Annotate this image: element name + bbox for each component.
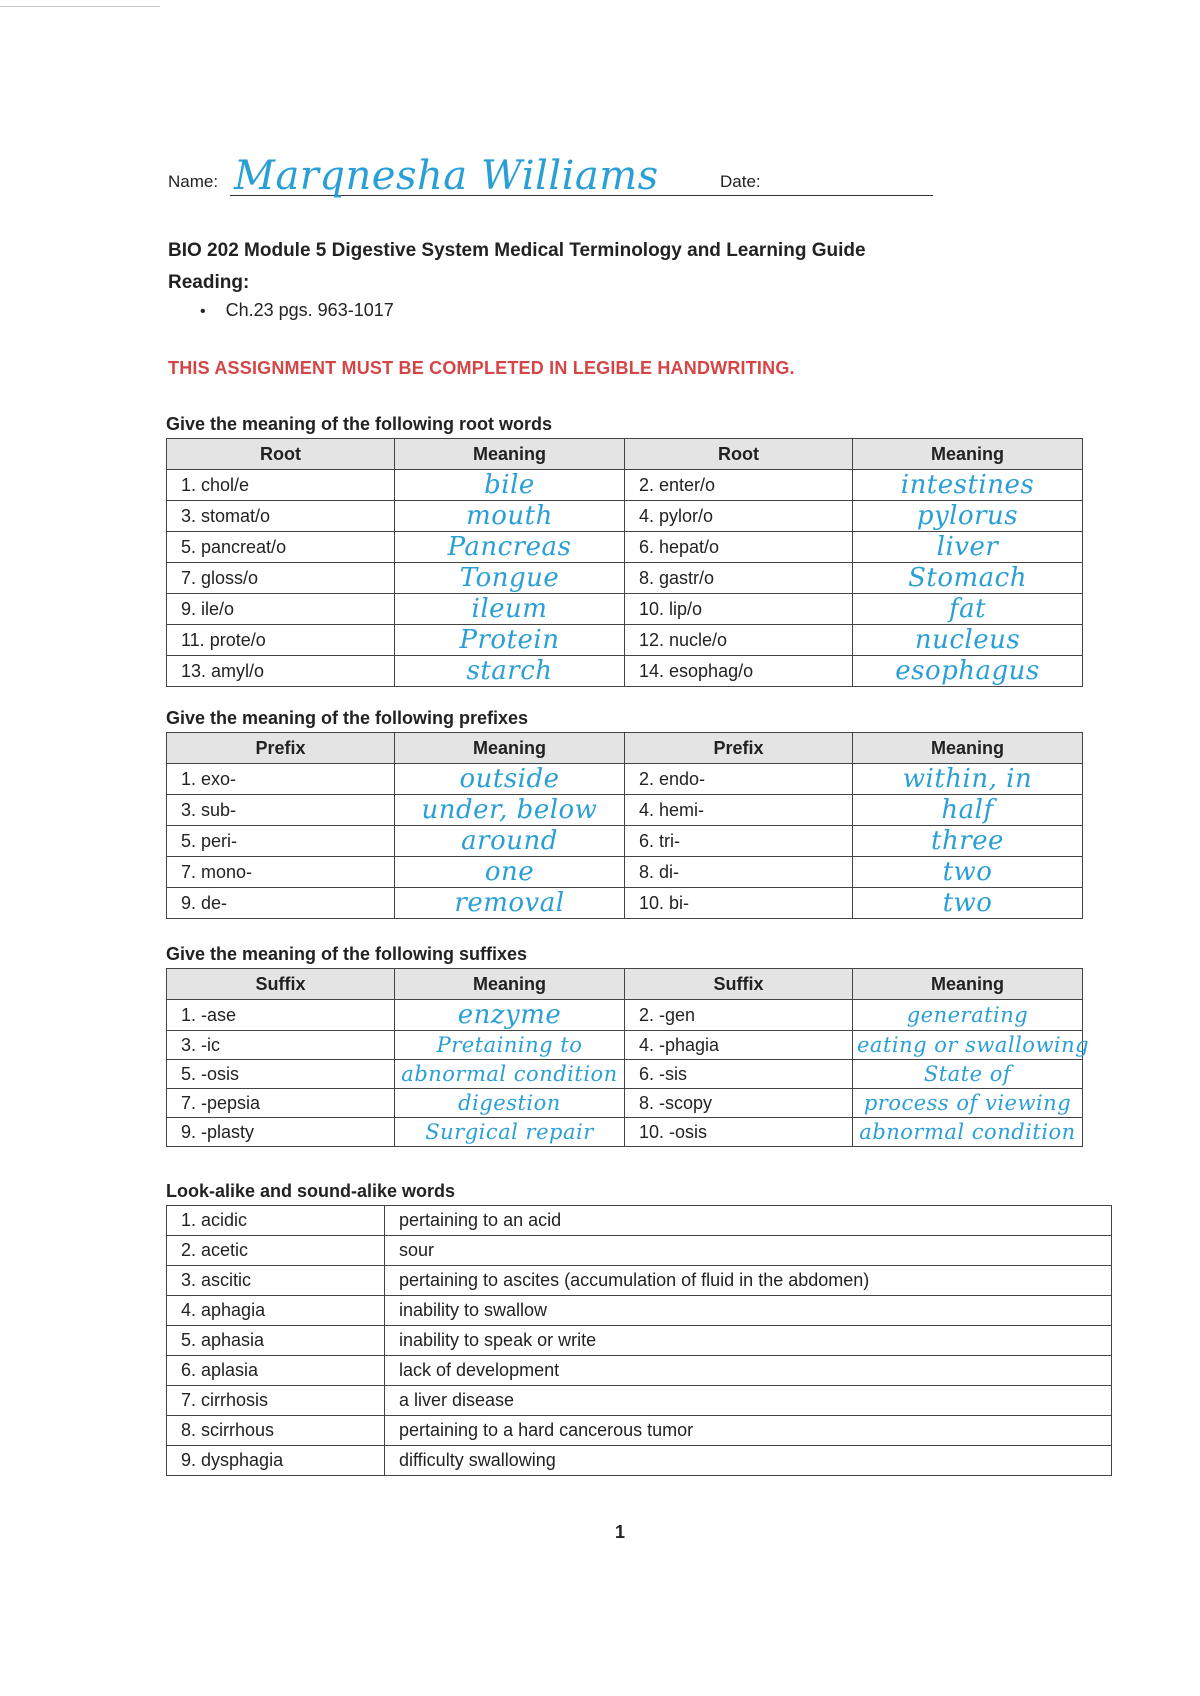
column-header: Meaning xyxy=(395,733,625,764)
term-cell: 9. -plasty xyxy=(167,1118,395,1147)
definition-cell: pertaining to a hard cancerous tumor xyxy=(385,1416,1112,1446)
answer-cell[interactable]: around xyxy=(395,826,625,857)
lookalike-table xyxy=(166,1205,1112,1476)
answer-cell[interactable]: eating or swallowing xyxy=(853,1031,1083,1060)
term-cell: 14. esophag/o xyxy=(625,656,853,687)
answer-cell[interactable]: pylorus xyxy=(853,501,1083,532)
table-row xyxy=(167,1386,1112,1416)
prefixes-heading: Give the meaning of the following prefixes xyxy=(166,708,529,728)
table-row xyxy=(167,1296,1112,1326)
answer-cell[interactable]: three xyxy=(853,826,1083,857)
definition-cell: inability to speak or write xyxy=(385,1326,1112,1356)
reading-label: Reading: xyxy=(168,272,250,293)
table-row xyxy=(167,470,1083,501)
term-cell: 1. -ase xyxy=(167,1000,395,1031)
date-field[interactable] xyxy=(773,195,933,196)
term-cell: 3. stomat/o xyxy=(167,501,395,532)
definition-cell: pertaining to ascites (accumulation of fluid in the abdomen) xyxy=(385,1266,1112,1296)
column-header: Suffix xyxy=(167,969,395,1000)
word-cell: 7. cirrhosis xyxy=(167,1386,385,1416)
name-label: Name: xyxy=(168,172,219,191)
column-header: Root xyxy=(625,439,853,470)
term-cell: 1. exo- xyxy=(167,764,395,795)
word-cell: 2. acetic xyxy=(167,1236,385,1266)
answer-cell[interactable]: Protein xyxy=(395,625,625,656)
table-row xyxy=(167,795,1083,826)
answer-cell[interactable]: esophagus xyxy=(853,656,1083,687)
answer-cell[interactable]: nucleus xyxy=(853,625,1083,656)
answer-cell[interactable]: bile xyxy=(395,470,625,501)
term-cell: 9. ile/o xyxy=(167,594,395,625)
definition-cell: lack of development xyxy=(385,1356,1112,1386)
answer-cell[interactable]: half xyxy=(853,795,1083,826)
column-header: Root xyxy=(167,439,395,470)
answer-cell[interactable]: starch xyxy=(395,656,625,687)
table-header-row xyxy=(167,733,1083,764)
reading-item: • Ch.23 pgs. 963-1017 xyxy=(200,300,394,321)
prefixes-table xyxy=(166,732,1083,919)
answer-cell[interactable]: mouth xyxy=(395,501,625,532)
term-cell: 6. hepat/o xyxy=(625,532,853,563)
column-header: Prefix xyxy=(625,733,853,764)
table-header-row xyxy=(167,969,1083,1000)
definition-cell: sour xyxy=(385,1236,1112,1266)
column-header: Suffix xyxy=(625,969,853,1000)
suffixes-table xyxy=(166,968,1090,1147)
table-row xyxy=(167,888,1083,919)
term-cell: 8. -scopy xyxy=(625,1089,853,1118)
term-cell: 7. gloss/o xyxy=(167,563,395,594)
definition-cell: a liver disease xyxy=(385,1386,1112,1416)
table-row xyxy=(167,1206,1112,1236)
word-cell: 4. aphagia xyxy=(167,1296,385,1326)
lookalike-heading: Look-alike and sound-alike words xyxy=(166,1181,456,1201)
term-cell: 9. de- xyxy=(167,888,395,919)
table-row xyxy=(167,764,1083,795)
answer-cell[interactable]: enzyme xyxy=(395,1000,625,1031)
page-number: 1 xyxy=(614,1522,625,1542)
table-row xyxy=(167,1060,1083,1089)
name-date-row xyxy=(168,150,948,200)
answer-cell[interactable]: ileum xyxy=(395,594,625,625)
word-cell: 6. aplasia xyxy=(167,1356,385,1386)
table-row xyxy=(167,1118,1083,1147)
definition-cell: pertaining to an acid xyxy=(385,1206,1112,1236)
answer-cell[interactable]: Tongue xyxy=(395,563,625,594)
reading-list xyxy=(200,300,394,321)
document-title: BIO 202 Module 5 Digestive System Medical Terminology and Learning Guide xyxy=(168,240,866,261)
table-header-row xyxy=(167,439,1083,470)
term-cell: 7. mono- xyxy=(167,857,395,888)
term-cell: 5. -osis xyxy=(167,1060,395,1089)
column-header: Meaning xyxy=(853,733,1083,764)
table-row xyxy=(167,501,1083,532)
answer-cell[interactable]: Pancreas xyxy=(395,532,625,563)
column-header: Meaning xyxy=(395,969,625,1000)
answer-cell[interactable]: Pretaining to xyxy=(395,1031,625,1060)
term-cell: 4. -phagia xyxy=(625,1031,853,1060)
term-cell: 4. pylor/o xyxy=(625,501,853,532)
table-row xyxy=(167,1000,1083,1031)
answer-cell[interactable]: fat xyxy=(853,594,1083,625)
table-row xyxy=(167,1326,1112,1356)
answer-cell[interactable]: Stomach xyxy=(853,563,1083,594)
table-row xyxy=(167,532,1083,563)
column-header: Meaning xyxy=(853,969,1083,1000)
date-label: Date: xyxy=(720,172,761,191)
table-row xyxy=(167,625,1083,656)
table-row xyxy=(167,857,1083,888)
answer-cell[interactable]: abnormal condition xyxy=(395,1060,625,1089)
term-cell: 12. nucle/o xyxy=(625,625,853,656)
term-cell: 10. lip/o xyxy=(625,594,853,625)
term-cell: 3. sub- xyxy=(167,795,395,826)
column-header: Meaning xyxy=(395,439,625,470)
word-cell: 5. aphasia xyxy=(167,1326,385,1356)
term-cell: 8. di- xyxy=(625,857,853,888)
term-cell: 4. hemi- xyxy=(625,795,853,826)
roots-table xyxy=(166,438,1083,687)
table-row xyxy=(167,1416,1112,1446)
answer-cell[interactable]: abnormal condition xyxy=(853,1118,1083,1147)
table-row xyxy=(167,1266,1112,1296)
term-cell: 13. amyl/o xyxy=(167,656,395,687)
term-cell: 7. -pepsia xyxy=(167,1089,395,1118)
answer-cell[interactable]: State of xyxy=(853,1060,1083,1089)
term-cell: 5. peri- xyxy=(167,826,395,857)
table-row xyxy=(167,1356,1112,1386)
term-cell: 2. endo- xyxy=(625,764,853,795)
answer-cell[interactable]: Surgical repair xyxy=(395,1118,625,1147)
handwriting-notice: THIS ASSIGNMENT MUST BE COMPLETED IN LEGIBLE HANDWRITING. xyxy=(168,358,795,378)
term-cell: 3. -ic xyxy=(167,1031,395,1060)
answer-cell[interactable]: process of viewing xyxy=(853,1089,1083,1118)
table-row xyxy=(167,1446,1112,1476)
table-row xyxy=(167,563,1083,594)
answer-cell[interactable]: within, in xyxy=(853,764,1083,795)
answer-cell[interactable]: outside xyxy=(395,764,625,795)
suffixes-heading: Give the meaning of the following suffixes xyxy=(166,944,528,964)
scan-edge-mark xyxy=(0,6,160,7)
column-header: Prefix xyxy=(167,733,395,764)
table-row xyxy=(167,826,1083,857)
answer-cell[interactable]: two xyxy=(853,857,1083,888)
term-cell: 11. prote/o xyxy=(167,625,395,656)
term-cell: 5. pancreat/o xyxy=(167,532,395,563)
answer-cell[interactable]: under, below xyxy=(395,795,625,826)
roots-heading: Give the meaning of the following root words xyxy=(166,414,553,434)
term-cell: 8. gastr/o xyxy=(625,563,853,594)
student-name[interactable]: Marqnesha Williams xyxy=(234,153,659,199)
answer-cell[interactable]: intestines xyxy=(853,470,1083,501)
table-row xyxy=(167,1089,1083,1118)
answer-cell[interactable]: two xyxy=(853,888,1083,919)
column-header: Meaning xyxy=(853,439,1083,470)
answer-cell[interactable]: digestion xyxy=(395,1089,625,1118)
answer-cell[interactable]: one xyxy=(395,857,625,888)
word-cell: 1. acidic xyxy=(167,1206,385,1236)
term-cell: 6. tri- xyxy=(625,826,853,857)
table-row xyxy=(167,1236,1112,1266)
answer-cell[interactable]: liver xyxy=(853,532,1083,563)
term-cell: 6. -sis xyxy=(625,1060,853,1089)
table-row xyxy=(167,594,1083,625)
definition-cell: inability to swallow xyxy=(385,1296,1112,1326)
answer-cell[interactable]: removal xyxy=(395,888,625,919)
table-row xyxy=(167,656,1083,687)
term-cell: 1. chol/e xyxy=(167,470,395,501)
table-row xyxy=(167,1031,1083,1060)
term-cell: 10. -osis xyxy=(625,1118,853,1147)
definition-cell: difficulty swallowing xyxy=(385,1446,1112,1476)
word-cell: 3. ascitic xyxy=(167,1266,385,1296)
word-cell: 9. dysphagia xyxy=(167,1446,385,1476)
term-cell: 2. enter/o xyxy=(625,470,853,501)
term-cell: 10. bi- xyxy=(625,888,853,919)
answer-cell[interactable]: generating xyxy=(853,1000,1083,1031)
term-cell: 2. -gen xyxy=(625,1000,853,1031)
word-cell: 8. scirrhous xyxy=(167,1416,385,1446)
